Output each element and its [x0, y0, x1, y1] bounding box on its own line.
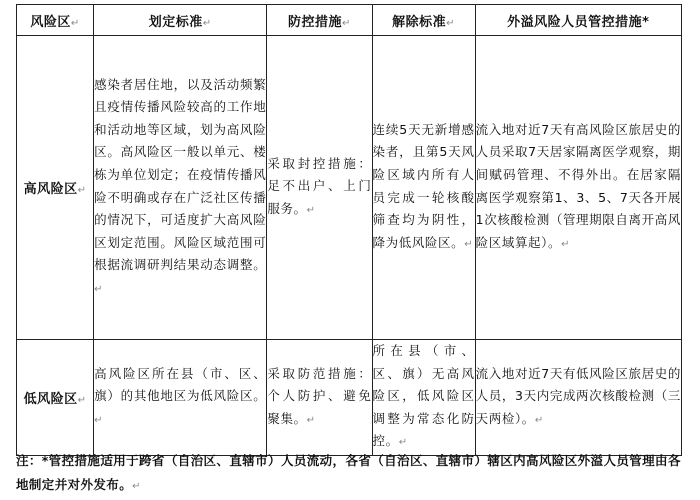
- header-spillover-measures: [475, 5, 681, 36]
- criteria-cell: [94, 36, 267, 340]
- header-criteria: [94, 5, 267, 36]
- paragraph-mark: ↵: [77, 394, 87, 406]
- paragraph-mark: ↵: [446, 17, 456, 29]
- header-label: 解除标准: [392, 14, 447, 30]
- paragraph-mark: ↵: [132, 481, 141, 492]
- paragraph-mark: ↵: [398, 437, 408, 449]
- lift-criteria-content: 连续5天无新增感染者，且第5天风险区域内所有人员完成一轮核酸筛查均为阴性，降为低风险区。: [372, 121, 475, 250]
- risk-level-cell: [17, 36, 94, 340]
- measures-cell: [267, 36, 372, 340]
- lift-criteria-cell: [372, 340, 475, 456]
- header-label: 外溢风险人员管控措施*: [507, 14, 650, 30]
- criteria-content: 感染者居住地，以及活动频繁且疫情传播风险较高的工作地和活动地等区域，划为高风险区。高风险区一般以单元、楼栋为单位划定；在疫情传播风险不明确或存在广泛社区传播的情况下，可适度扩大高风险区划定范围。风险区域范围可根据流调研判结果动态调整。: [94, 76, 267, 273]
- measures-text: [267, 363, 371, 433]
- paragraph-mark: ↵: [534, 414, 544, 426]
- paragraph-mark: ↵: [94, 283, 104, 295]
- risk-level-label: 高风险区: [23, 182, 78, 197]
- paragraph-mark: ↵: [561, 238, 571, 250]
- header-risk-zone: [17, 5, 94, 36]
- risk-level-cell: [17, 340, 94, 456]
- paragraph-mark: ↵: [306, 204, 316, 216]
- paragraph-mark: ↵: [464, 238, 474, 250]
- header-label: 风险区: [30, 14, 71, 30]
- measures-content: 采取防范措施：个人防护、避免聚集。: [267, 365, 372, 426]
- criteria-text: [94, 74, 266, 302]
- spillover-content: 流入地对近7天有高风险区旅居史的人员采取7天居家隔离医学观察，期间赋码管理、不得外出。在居家隔离医学观察第1、3、5、7天各开展1次核酸检测（管理期限自离开高风险区域算起）。: [475, 121, 681, 250]
- measures-content: 采取封控措施：足不出户、上门服务。: [267, 155, 372, 216]
- spillover-text: [476, 363, 681, 433]
- paragraph-mark: ↵: [202, 17, 212, 29]
- lift-criteria-content: 所在县（市、区、旗）无高风险区，低风险区调整为常态化防控。: [372, 343, 475, 449]
- paragraph-mark: ↵: [77, 185, 87, 196]
- spillover-cell: [475, 340, 681, 456]
- header-measures: [267, 5, 372, 36]
- criteria-cell: [94, 340, 267, 456]
- paragraph-mark: ↵: [342, 17, 351, 29]
- measures-cell: [267, 340, 372, 456]
- risk-zone-table: [16, 4, 682, 456]
- spillover-content: 流入地对近7天有低风险区旅居史的人员，3天内完成两次核酸检测（三天两检）。: [475, 365, 681, 426]
- lift-criteria-text: [373, 340, 475, 455]
- table-row-low-risk: [17, 340, 682, 456]
- header-lift-criteria: [372, 5, 475, 36]
- spillover-text: [476, 119, 681, 257]
- risk-level-label: 低风险区: [23, 391, 78, 407]
- paragraph-mark: ↵: [306, 414, 316, 426]
- header-label: 划定标准: [148, 14, 203, 30]
- lift-criteria-cell: [372, 36, 475, 340]
- lift-criteria-text: [373, 119, 475, 257]
- header-label: 防控措施: [287, 14, 342, 30]
- footnote-text: 注：*管控措施适用于跨省（自治区、直辖市）人员流动，各省（自治区、直辖市）辖区内高风险区外溢人员管理由各地制定并对外发布。: [16, 453, 681, 492]
- measures-text: [267, 153, 371, 223]
- criteria-text: [94, 363, 266, 433]
- table-row-high-risk: [17, 36, 682, 340]
- paragraph-mark: ↵: [94, 414, 104, 426]
- spillover-cell: [475, 36, 681, 340]
- criteria-content: 高风险区所在县（市、区、旗）的其他地区为低风险区。: [94, 365, 267, 404]
- footnote: [16, 449, 686, 499]
- paragraph-mark: ↵: [70, 17, 80, 29]
- table-header-row: [17, 5, 682, 36]
